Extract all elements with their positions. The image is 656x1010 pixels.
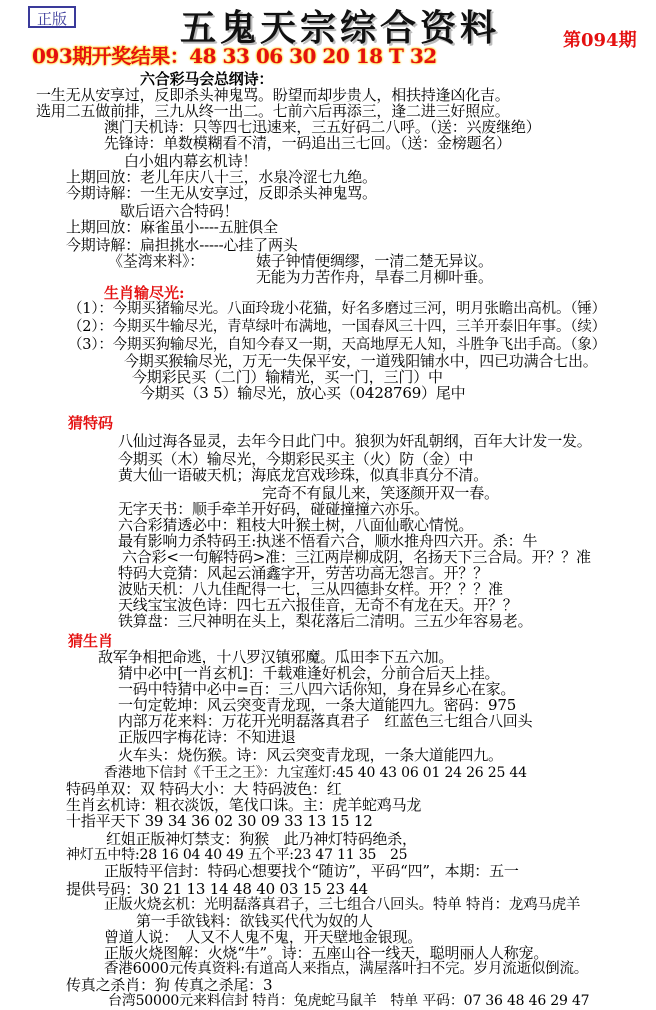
s1-line: 上期回放：老儿年庆八十三，水泉冷涩七九绝。: [66, 168, 377, 186]
s3-line: 今期买（木）输尽光，今期彩民买主（火）防（金）中: [118, 450, 474, 468]
s3-line: 黄大仙一语破天机；海底龙宫戏珍珠，似真非真分不清。: [118, 466, 489, 484]
s4-line: 生肖玄机诗：粗衣淡饭，笔伐口诛。主：虎羊蛇鸡马龙: [66, 796, 422, 814]
s1-line: 今期诗解：一生无从安享过，反即杀头神鬼骂。: [66, 184, 377, 202]
s1-line: 《荃湾来料》：: [108, 252, 205, 270]
s1-line: 无能为力苦作舟，旱春二月柳叶垂。: [256, 268, 493, 286]
s4-line: 内部万花来料：万花开光明磊落真君子 红蓝色三七组合八回头: [118, 712, 533, 730]
s1-heading: 六合彩马会总纲诗：: [140, 70, 274, 88]
s4-line: 火车头：烧伤猴。诗：风云突变青龙现，一条大道能四九。: [118, 746, 503, 764]
s4-line: 正版四字梅花诗：不知进退: [118, 728, 296, 746]
s3-line: 八仙过海各显灵，去年今日此门中。狼狈为奸乱朝纲，百年大计发一发。: [118, 432, 592, 450]
s4-line: 红姐正版神灯禁支：狗猴 此乃神灯特码绝杀，: [106, 830, 417, 848]
s4-line: 一句定乾坤：风云突变青龙现，一条大道能四九。密码：975: [118, 696, 517, 714]
s4-line: 特码单双：双 特码大小：大 特码波色：红: [66, 780, 342, 798]
s4-line: 正版火烧玄机：光明磊落真君子，三七组合八回头。特单 特肖：龙鸡马虎羊: [104, 897, 581, 913]
s4-line: 正版火烧图解：火烧“牛”。诗：五座山谷一线天，聪明丽人人称宠。: [104, 944, 549, 962]
s1-line: 选用二五做前排，三九从终一出二。七前六后再添三，逢二进三好照应。: [36, 102, 510, 120]
s1-line: 歇后语六合特码！: [120, 202, 239, 220]
s4-line: 台湾50000元来料信封 特肖：兔虎蛇马鼠羊 特单 平码：07 36 48 46 29 47: [108, 993, 590, 1009]
s3-line: 完奇不有鼠儿来，笑逐颜开双一春。: [262, 484, 499, 502]
s2-heading: 生肖输尽光:: [104, 284, 185, 302]
s4-line: 正版特平信封：特码心想要找个“随访”，平码“四”，本期：五一: [104, 862, 519, 880]
s4-line: 曾道人说： 人又不人鬼不鬼，开天壁地金银现。: [104, 928, 423, 946]
s3-line: 天线宝宝波色诗：四七五六报佳音，无奇不有龙在天。开？？: [118, 596, 518, 614]
s1-line: 白小姐内幕玄机诗！: [124, 152, 258, 170]
s3-heading: 猜特码: [68, 414, 114, 432]
s3-line: 特码大竞猜：风起云涌鑫字开，劳苦功高无怨言。开？？: [118, 564, 489, 582]
genuine-stamp: 正版: [28, 6, 76, 28]
s4-line: 十指平天下 39 34 36 02 30 09 33 13 15 12: [66, 812, 373, 830]
s3-line: 最有影响力杀特码王:执迷不悟看六合，顺水推舟四六开。杀：牛: [118, 532, 538, 550]
s2-line: （3）：今期买狗输尽光，自知今春又一期，天高地厚无人知，斗胜争飞出手高。（象）: [68, 337, 606, 353]
s3-line: 无字天书：顺手牵羊开好码，碰碰撞撞六亦乐。: [118, 500, 429, 518]
s1-line: 先锋诗：单数模糊看不清，一码追出三七回。（送：金榜题名）: [104, 134, 511, 152]
s4-line: 提供号码：30 21 13 14 48 40 03 15 23 44: [66, 880, 368, 898]
s4-line: 传真之杀肖：狗 传真之杀尾：3: [66, 976, 273, 994]
draw-result-banner: 093期开奖结果：48 33 06 30 20 18 T 32: [32, 44, 437, 68]
s4-line: 香港6000元传真资料:有道高人来指点，满屋落叶扫不完。岁月流逝似倒流。: [104, 961, 589, 977]
s1-line: 今期诗解：扁担挑水-----心挂了两头: [66, 236, 298, 254]
s4-line: 神灯五中特:28 16 04 40 49 五个平:23 47 11 35 25: [66, 847, 408, 863]
s3-line: 六合彩<一句解特码>准：三江两岸柳成阴，名扬天下三合局。开？？准: [122, 548, 591, 566]
s1-line: 上期回放：麻雀虽小----五脏俱全: [66, 218, 278, 236]
s2-line: 今期彩民买（二门）输精光，买一门，三门）中: [132, 368, 443, 386]
issue-number: 第094期: [563, 30, 637, 51]
s1-line: 一生无从安享过，反即杀头神鬼骂。盼望而却步贵人，相扶持逢凶化吉。: [36, 86, 510, 104]
s4-line: 敌军争相把命逃，十八罗汉镇邪魔。瓜田李下五六加。: [98, 648, 454, 666]
s3-line: 波贴天机：八九佳配得一七，三从四德卦女样。开？？？准: [118, 580, 503, 598]
s3-line: 六合彩猜透必中：粗枝大叶猴土树，八面仙歌心情悦。: [118, 516, 474, 534]
s4-line: 香港地下信封《千王之王》：九宝莲灯:45 40 43 06 01 24 26 25 44: [104, 765, 527, 781]
page-title: 五鬼天宗综合资料: [180, 7, 501, 49]
s2-line: （1）：今期买猪输尽光。八面玲珑小花猫，好名多磨过三河，明月张瞻出高机。（锤）: [68, 301, 606, 317]
s1-line: 婊子钟情便绸缪，一清二楚无异议。: [256, 252, 493, 270]
s3-line: 铁算盘：三尺神明在头上，梨花落后二清明。三五少年容易老。: [118, 612, 533, 630]
s2-line: 今期买（3 5）输尽光，放心买（0428769）尾中: [140, 384, 466, 402]
s2-line: 今期买猴输尽光，万无一失保平安，一道残阳铺水中，四已功满合七出。: [124, 352, 598, 370]
s1-line: 澳门天机诗：只等四七迅速来，三五好码二八呼。（送：兴废继绝）: [104, 118, 541, 136]
s4-line: 猜中必中[一肖玄机]：千载难逢好机会，分前合后天上挂。: [118, 664, 500, 682]
s2-line: （2）：今期买牛输尽光，青草绿叶布满地，一国春风三十四，三羊开泰旧年事。（续）: [68, 319, 606, 335]
s4-heading: 猜生肖: [68, 632, 114, 650]
s4-line: 一码中特猜中必中=百：三八四六话你知，身在异乡心在家。: [118, 680, 516, 698]
s4-line: 第一手欲钱料：欲钱买代代为奴的人: [136, 912, 373, 930]
